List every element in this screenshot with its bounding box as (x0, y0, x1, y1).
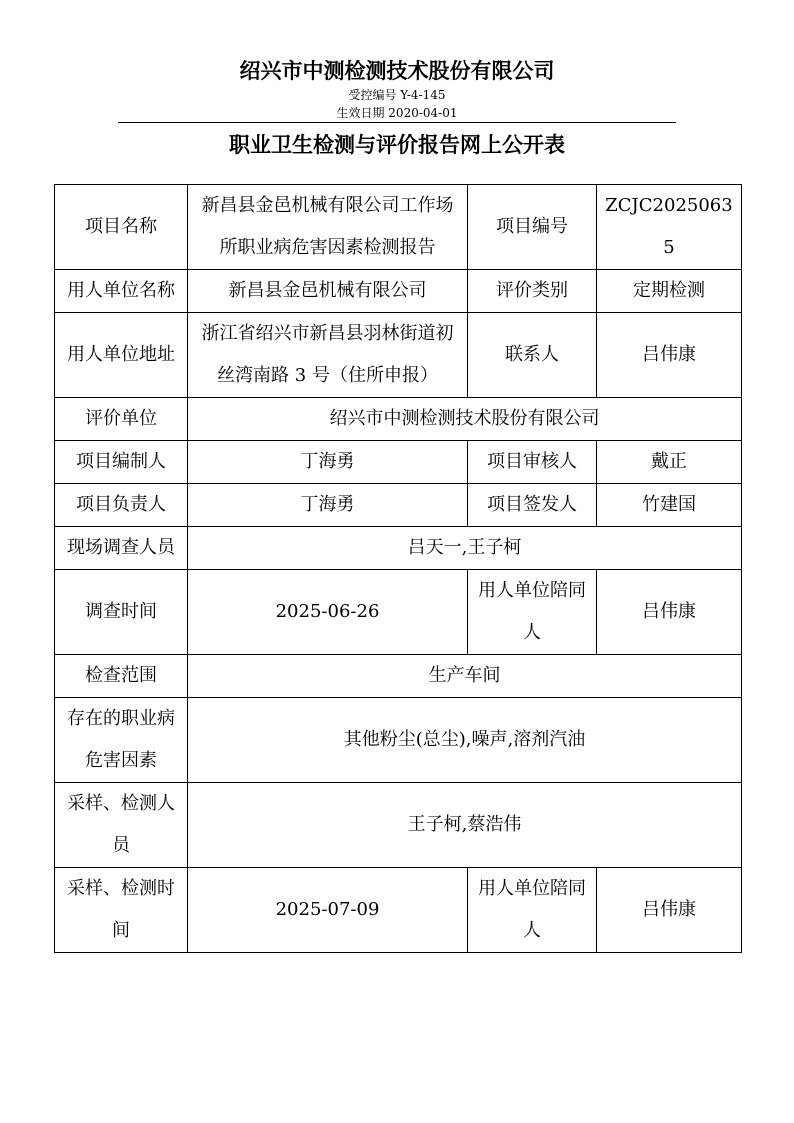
contact-value: 吕伟康 (597, 313, 742, 398)
project-no-value: ZCJC20250635 (597, 185, 742, 270)
eval-type-label: 评价类别 (468, 270, 597, 313)
eval-type-value: 定期检测 (597, 270, 742, 313)
project-name-label: 项目名称 (55, 185, 188, 270)
hazards-label: 存在的职业病危害因素 (55, 698, 188, 783)
scope-label: 检查范围 (55, 655, 188, 698)
effective-date: 生效日期 2020-04-01 (336, 106, 458, 120)
reviewer-label: 项目审核人 (468, 441, 597, 484)
table-row (55, 484, 742, 527)
disclosure-table (54, 184, 742, 953)
sampling-time-label: 采样、检测时间 (55, 868, 188, 953)
table-row (55, 570, 742, 655)
contact-label: 联系人 (468, 313, 597, 398)
employer-name-value: 新昌县金邑机械有限公司 (188, 270, 468, 313)
company-name: 绍兴市中测检测技术股份有限公司 (239, 58, 555, 83)
issuer-label: 项目签发人 (468, 484, 597, 527)
survey-staff-label: 现场调查人员 (55, 527, 188, 570)
eval-unit-value: 绍兴市中测检测技术股份有限公司 (188, 398, 742, 441)
reviewer-value: 戴正 (597, 441, 742, 484)
table-row (55, 270, 742, 313)
table-row (55, 313, 742, 398)
leader-label: 项目负责人 (55, 484, 188, 527)
leader-value: 丁海勇 (188, 484, 468, 527)
survey-escort-label: 用人单位陪同人 (468, 570, 597, 655)
table-row (55, 527, 742, 570)
survey-staff-value: 吕天一,王子柯 (188, 527, 742, 570)
eval-unit-label: 评价单位 (55, 398, 188, 441)
employer-address-value: 浙江省绍兴市新昌县羽林街道初丝湾南路 3 号（住所申报） (188, 313, 468, 398)
header-divider (118, 122, 676, 123)
table-row (55, 698, 742, 783)
survey-time-value: 2025-06-26 (188, 570, 468, 655)
table-row (55, 398, 742, 441)
employer-address-label: 用人单位地址 (55, 313, 188, 398)
sampling-escort-label: 用人单位陪同人 (468, 868, 597, 953)
sampling-staff-value: 王子柯,蔡浩伟 (188, 783, 742, 868)
table-row (55, 868, 742, 953)
issuer-value: 竹建国 (597, 484, 742, 527)
hazards-value: 其他粉尘(总尘),噪声,溶剂汽油 (188, 698, 742, 783)
scope-value: 生产车间 (188, 655, 742, 698)
compiler-label: 项目编制人 (55, 441, 188, 484)
sampling-escort-value: 吕伟康 (597, 868, 742, 953)
sampling-staff-label: 采样、检测人员 (55, 783, 188, 868)
table-row (55, 783, 742, 868)
table-row (55, 655, 742, 698)
table-row (55, 185, 742, 270)
project-no-label: 项目编号 (468, 185, 597, 270)
project-name-value: 新昌县金邑机械有限公司工作场所职业病危害因素检测报告 (188, 185, 468, 270)
compiler-value: 丁海勇 (188, 441, 468, 484)
document-title: 职业卫生检测与评价报告网上公开表 (229, 132, 565, 157)
sampling-time-value: 2025-07-09 (188, 868, 468, 953)
employer-name-label: 用人单位名称 (55, 270, 188, 313)
control-number: 受控编号 Y-4-145 (348, 88, 446, 102)
table-row (55, 441, 742, 484)
survey-time-label: 调查时间 (55, 570, 188, 655)
survey-escort-value: 吕伟康 (597, 570, 742, 655)
